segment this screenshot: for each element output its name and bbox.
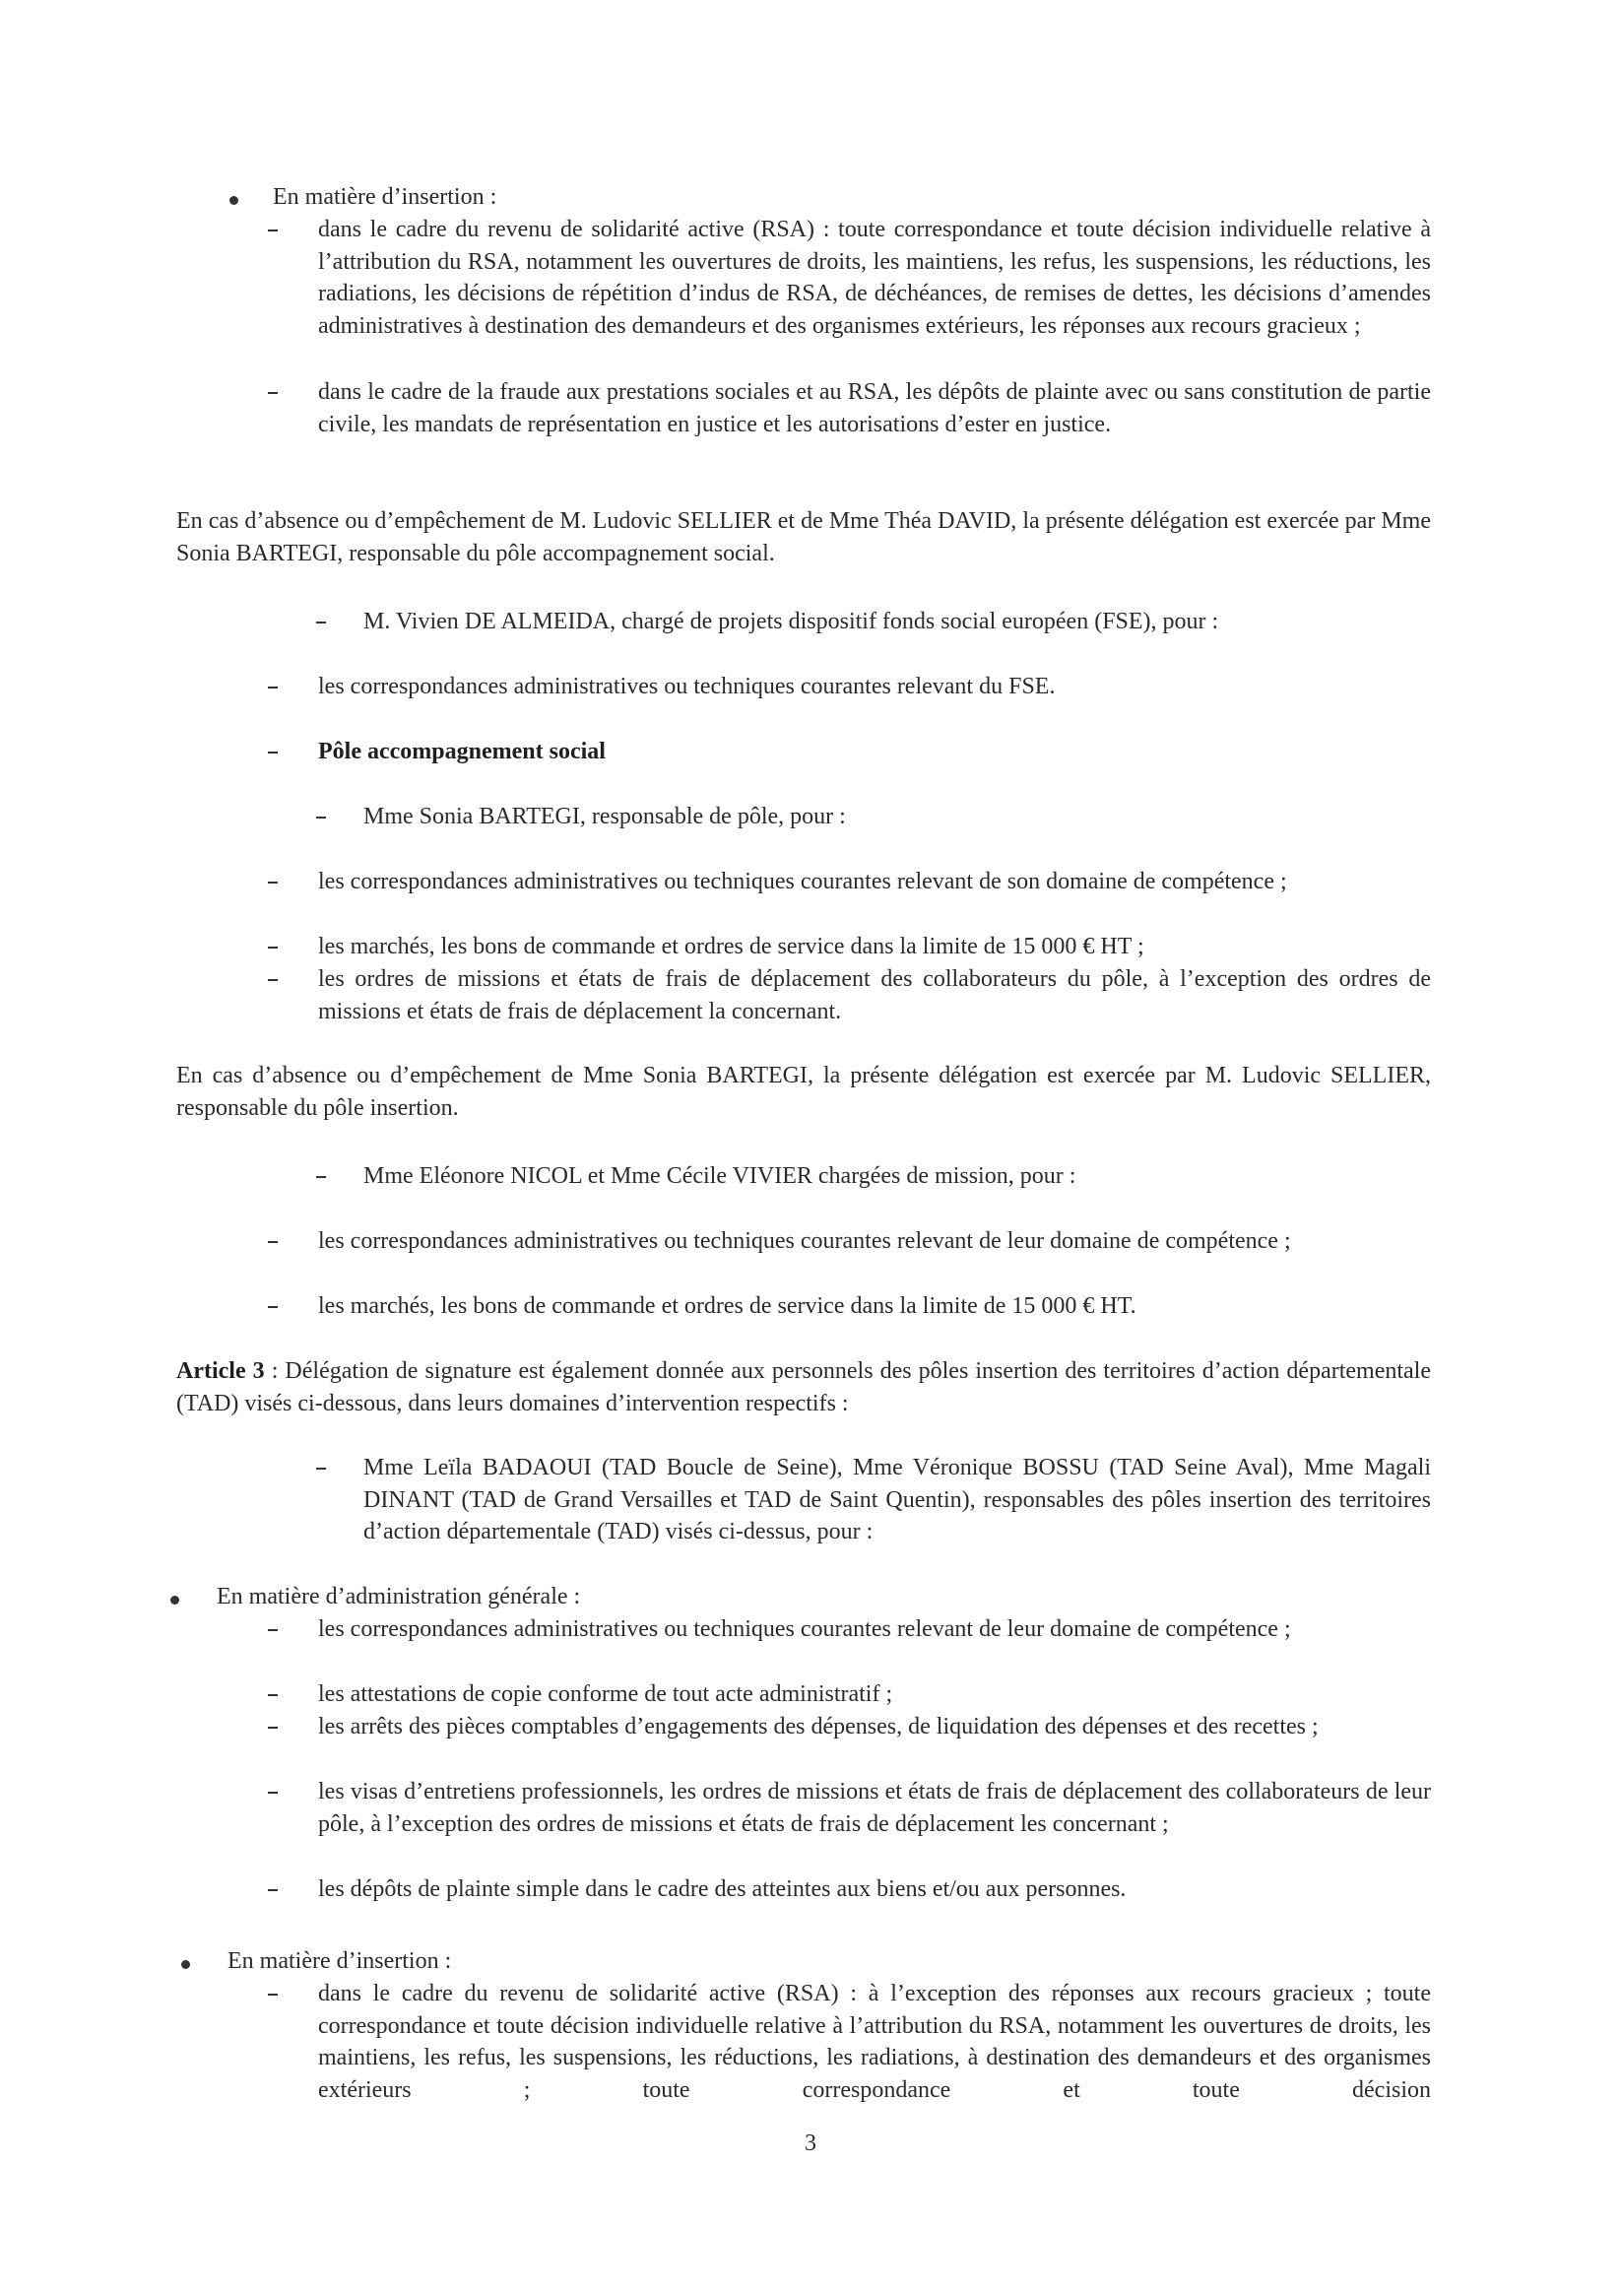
list-item: les correspondances administratives ou techniques courantes relevant de son domaine de compétence ;: [318, 869, 1287, 894]
dash-icon: [268, 1727, 278, 1729]
dash-icon: [268, 979, 278, 981]
list-item: les marchés, les bons de commande et ordres de service dans la limite de 15 000 € HT.: [318, 1293, 1136, 1319]
dash-icon: [268, 392, 278, 394]
article-label: Article 3: [176, 1358, 265, 1384]
list-item: les correspondances administratives ou techniques courantes relevant de leur domaine de compétence ;: [318, 1228, 1291, 1254]
dash-icon: [268, 1994, 278, 1996]
section-heading: [318, 736, 606, 768]
dash-icon: [268, 1306, 278, 1308]
dash-icon: [268, 687, 278, 689]
person-line: Mme Leïla BADAOUI (TAD Boucle de Seine), Mme Véronique BOSSU (TAD Seine Aval), Mme Magali DINANT (TAD de Grand Versailles et TAD de Saint Quentin), responsables des pôles insertion des territoires d’action départementale (TAD) visés ci-dessus, pour :: [363, 1455, 1431, 1544]
person-line: Mme Eléonore NICOL et Mme Cécile VIVIER chargées de mission, pour :: [363, 1163, 1076, 1189]
dash-icon: [316, 817, 326, 819]
list-item: les ordres de missions et états de frais de déplacement des collaborateurs du pôle, à l’exception des ordres de missions et états de frais de déplacement la concernant.: [318, 966, 1431, 1024]
list-item: dans le cadre du revenu de solidarité active (RSA) : toute correspondance et toute décision individuelle relative à l’attribution du RSA, notamment les ouvertures de droits, les maintiens, les refus, les suspensions, les réductions, les radiations, les décisions de répétition d’indus de RSA, de déchéances, de remises de dettes, les décisions d’amendes administratives à destination des demandeurs et des organismes extérieurs, les réponses aux recours gracieux ;: [318, 217, 1431, 339]
paragraph: En cas d’absence ou d’empêchement de M. Ludovic SELLIER et de Mme Théa DAVID, la présente délégation est exercée par Mme Sonia BARTEGI, responsable du pôle accompagnement social.: [176, 508, 1431, 566]
pole-heading: Pôle accompagnement social: [318, 739, 606, 764]
bullet-icon: [229, 196, 238, 205]
list-item: dans le cadre de la fraude aux prestations sociales et au RSA, les dépôts de plainte avec ou sans constitution de partie civile, les mandats de représentation en justice et les autorisations d’ester en justice.: [318, 379, 1431, 437]
list-item: les marchés, les bons de commande et ordres de service dans la limite de 15 000 € HT ;: [318, 934, 1144, 959]
list-item: les attestations de copie conforme de tout acte administratif ;: [318, 1681, 893, 1707]
dash-icon: [268, 230, 278, 231]
dash-icon: [268, 1694, 278, 1696]
list-item: les correspondances administratives ou techniques courantes relevant de leur domaine de compétence ;: [318, 1616, 1291, 1642]
section-heading: En matière d’insertion :: [273, 184, 497, 210]
person-line: M. Vivien DE ALMEIDA, chargé de projets dispositif fonds social européen (FSE), pour :: [363, 609, 1219, 634]
dash-icon: [268, 1241, 278, 1243]
dash-icon: [268, 1889, 278, 1891]
bullet-icon: [170, 1596, 179, 1605]
dash-icon: [268, 1629, 278, 1631]
article-paragraph: [176, 1355, 1431, 1419]
bullet-icon: [181, 1960, 190, 1969]
article-text: : Délégation de signature est également donnée aux personnels des pôles insertion des territoires d’action départementale (TAD) visés ci-dessous, dans leurs domaines d’intervention respectifs :: [176, 1358, 1431, 1416]
dash-icon: [268, 947, 278, 949]
dash-icon: [316, 622, 326, 623]
section-heading: En matière d’administration générale :: [217, 1584, 581, 1609]
dash-icon: [268, 1792, 278, 1794]
paragraph: En cas d’absence ou d’empêchement de Mme Sonia BARTEGI, la présente délégation est exercée par M. Ludovic SELLIER, responsable du pôle insertion.: [176, 1063, 1431, 1121]
list-item: dans le cadre du revenu de solidarité active (RSA) : à l’exception des réponses aux recours gracieux ; toute correspondance et toute décision individuelle relative à l’attribution du RSA, notamment les ouvertures de droits, les maintiens, les refus, les suspensions, les réductions, les radiations, à destination des demandeurs et des organismes extérieurs ; toute correspondance et toute décision: [318, 1981, 1431, 2103]
dash-icon: [316, 1176, 326, 1178]
page-number: 3: [805, 2131, 816, 2156]
dash-icon: [268, 752, 278, 754]
section-heading: En matière d’insertion :: [227, 1948, 452, 1974]
dash-icon: [316, 1468, 326, 1470]
list-item: les visas d’entretiens professionnels, les ordres de missions et états de frais de déplacement des collaborateurs de leur pôle, à l’exception des ordres de missions et états de frais de déplacement les concernant ;: [318, 1779, 1431, 1837]
person-line: Mme Sonia BARTEGI, responsable de pôle, pour :: [363, 804, 846, 829]
list-item: les dépôts de plainte simple dans le cadre des atteintes aux biens et/ou aux personnes.: [318, 1876, 1127, 1902]
list-item: les arrêts des pièces comptables d’engagements des dépenses, de liquidation des dépenses et des recettes ;: [318, 1714, 1319, 1739]
dash-icon: [268, 882, 278, 884]
list-item: les correspondances administratives ou techniques courantes relevant du FSE.: [318, 674, 1056, 699]
